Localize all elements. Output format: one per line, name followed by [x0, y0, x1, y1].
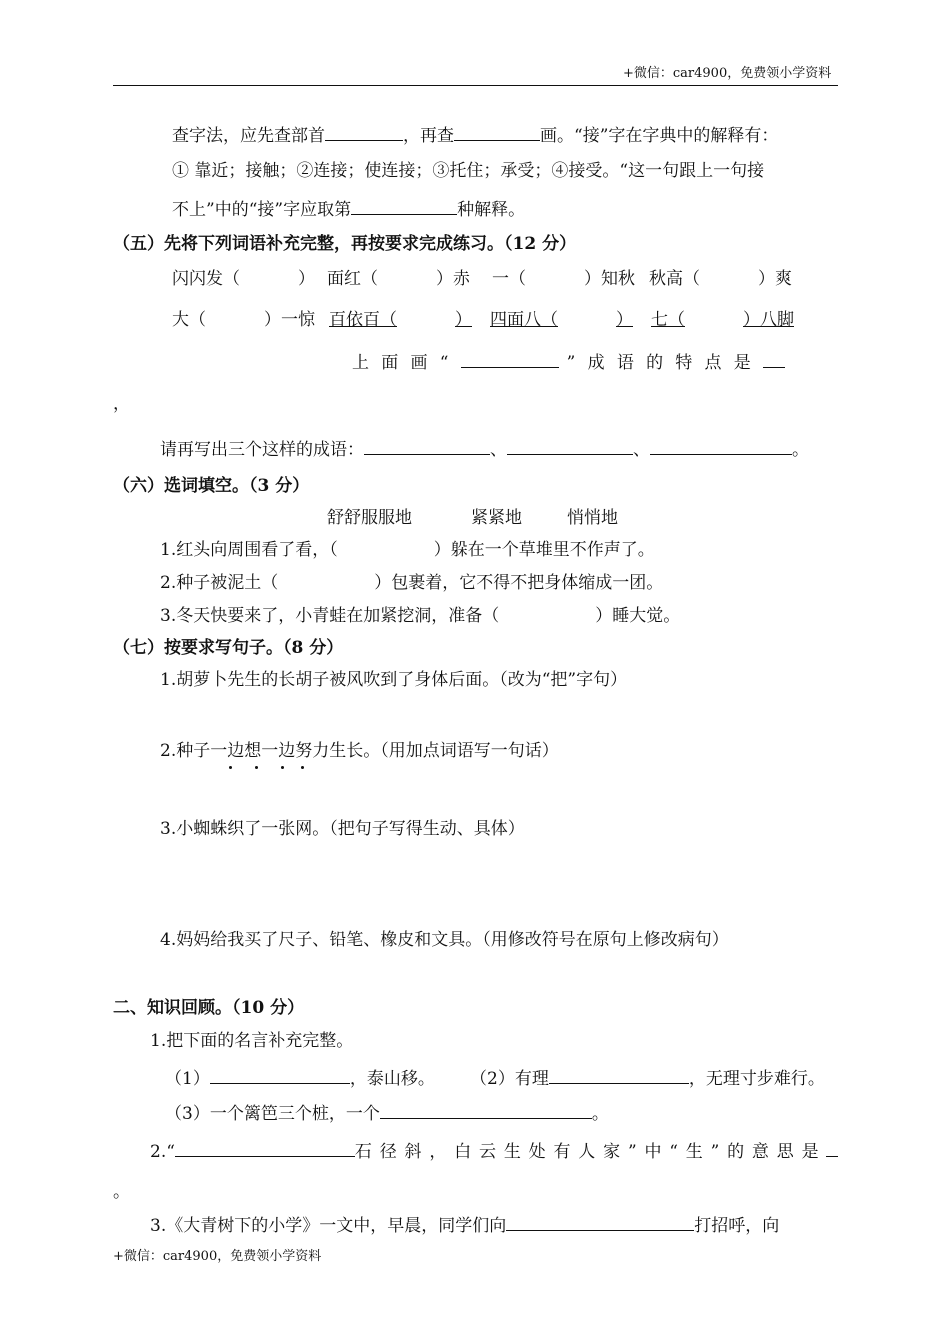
q4-text-e: 种解释。 — [457, 200, 526, 220]
idiom-5-start: 大（ — [172, 310, 206, 330]
q4-text-d: 不上”中的“接”字应取第 — [172, 200, 352, 220]
feature-comma: ， — [113, 394, 130, 414]
emphasis-dot — [301, 766, 304, 769]
idiom-1-start: 闪闪发（ — [172, 269, 240, 289]
idiom-8 — [651, 310, 794, 330]
emphasis-dot — [229, 766, 232, 769]
idiom-6-start: 百依百（ — [329, 310, 397, 330]
end-period: 。 — [792, 440, 809, 460]
idiom-answer-3[interactable] — [650, 437, 792, 455]
poem-text-b: 石径斜，白云生处有人家”中“生”的意思是 — [354, 1142, 827, 1162]
lesson-question — [150, 1213, 779, 1237]
sentence-task-3: 3.小蜘蛛织了一张网。（把句子写得生动、具体） — [160, 819, 525, 839]
q4-text-c: 画。“接”字在字典中的解释有： — [540, 126, 779, 146]
fill-3-text-b: ）睡大觉。 — [595, 606, 681, 626]
section-6-title: （六）选词填空。（3 分） — [113, 476, 310, 496]
sep-2: 、 — [633, 440, 650, 460]
idiom-answer-2[interactable] — [507, 437, 633, 455]
quote-2-text-b: ，无理寸步难行。 — [688, 1069, 825, 1089]
radical-blank[interactable] — [325, 123, 403, 141]
word-choice-3: 悄悄地 — [567, 508, 618, 528]
idiom-5-end: ）一惊 — [264, 310, 315, 330]
fill-question-3 — [160, 605, 680, 627]
footer-note: +微信：car4900，免费领小学资料 — [113, 1249, 322, 1264]
idiom-row-2 — [172, 309, 794, 331]
idiom-6 — [329, 310, 472, 330]
idiom-2-start: 面红（ — [327, 269, 378, 289]
header-note: +微信：car4900，免费领小学资料 — [623, 66, 832, 81]
word-choice-2: 紧紧地 — [471, 508, 522, 528]
sentence-task-4: 4.妈妈给我买了尺子、铅笔、橡皮和文具。（用修改符号在原句上修改病句） — [160, 930, 729, 950]
word-choice-1: 舒舒服服地 — [327, 508, 412, 528]
fill-3-text-a: 3.冬天快要来了，小青蛙在加紧挖洞，准备（ — [160, 606, 500, 626]
section-7-title: （七）按要求写句子。（8 分） — [113, 638, 344, 658]
header-rule — [113, 85, 838, 86]
idiom-4-start: 秋高（ — [649, 269, 700, 289]
section-5-title: （五）先将下列词语补充完整，再按要求完成练习。（12 分） — [113, 234, 577, 254]
q4-line-2: ① 靠近；接触；②连接；使连接；③托住；承受；④接受。“这一句跟上一句接 — [172, 161, 765, 181]
poem-end-period: 。 — [113, 1182, 130, 1202]
q4-text-a: 查字法，应先查部首 — [172, 126, 325, 146]
idiom-7-end: ） — [616, 310, 633, 330]
fill-2-text-b: ）包裹着，它不得不把身体缩成一团。 — [374, 573, 664, 593]
sep-1: 、 — [490, 440, 507, 460]
idiom-row-1 — [172, 268, 792, 290]
idiom-7-start: 四面八（ — [490, 310, 558, 330]
poem-text-a: 2.“ — [150, 1142, 175, 1162]
fill-1-text-a: 1.红头向周围看了看，（ — [160, 540, 338, 560]
quote-1-blank[interactable] — [210, 1066, 350, 1084]
emphasis-dot — [281, 766, 284, 769]
quote-1-text-a: （1） — [165, 1069, 210, 1089]
fill-question-1 — [160, 539, 655, 561]
q4-line-1 — [172, 123, 778, 147]
idiom-feature-blank[interactable] — [763, 350, 785, 368]
q4-text-b: ，再查 — [403, 126, 454, 146]
idiom-4-end: ）爽 — [758, 269, 792, 289]
quote-3-text-a: （3）一个篱笆三个桩，一个 — [165, 1104, 380, 1124]
quote-task: 1.把下面的名言补充完整。 — [150, 1031, 354, 1051]
meaning-number-blank[interactable] — [351, 197, 457, 215]
idiom-1-end: ） — [298, 269, 315, 289]
quote-2-blank[interactable] — [549, 1066, 689, 1084]
fill-1-text-b: ）躲在一个草堆里不作声了。 — [433, 540, 655, 560]
idiom-7 — [490, 310, 633, 330]
greeting-blank[interactable] — [506, 1213, 694, 1231]
quote-3 — [165, 1101, 609, 1125]
quote-3-text-b: 。 — [591, 1104, 609, 1124]
sentence-task-1: 1.胡萝卜先生的长胡子被风吹到了身体后面。（改为“把”字句） — [160, 670, 628, 690]
lesson-text-b: 打招呼，向 — [694, 1216, 780, 1236]
quote-2 — [470, 1066, 825, 1090]
quote-3-blank[interactable] — [380, 1101, 592, 1119]
idiom-2-end: ）赤 — [436, 269, 470, 289]
idiom-3-start: 一（ — [492, 269, 526, 289]
quote-2-text-a: （2）有理 — [470, 1069, 549, 1089]
strokes-blank[interactable] — [454, 123, 540, 141]
idiom-feature-line — [352, 350, 785, 374]
sheng-meaning-blank[interactable] — [826, 1139, 838, 1157]
idiom-write-line — [160, 437, 809, 461]
q4-line-3 — [172, 197, 525, 221]
idiom-8-start: 七（ — [651, 310, 685, 330]
idiom-3-end: ）知秋 — [584, 269, 635, 289]
part-2-title: 二、知识回顾。（10 分） — [113, 998, 305, 1018]
quote-1 — [165, 1066, 435, 1090]
poem-question — [150, 1139, 838, 1163]
feature-text-a: 上面画“ — [352, 353, 461, 373]
poem-line-blank[interactable] — [175, 1139, 355, 1157]
sentence-task-2: 2.种子一边想一边努力生长。（用加点词语写一句话） — [160, 741, 559, 761]
lesson-text-a: 3.《大青树下的小学》一文中，早晨，同学们向 — [150, 1216, 507, 1236]
feature-text-b: ”成语的特点是 — [566, 353, 764, 373]
idiom-6-end: ） — [455, 310, 472, 330]
emphasis-dot — [255, 766, 258, 769]
idiom-answer-1[interactable] — [364, 437, 490, 455]
idiom-8-end: ）八脚 — [743, 310, 794, 330]
idiom-feature-label-blank[interactable] — [461, 350, 559, 368]
quote-1-text-b: ，泰山移。 — [349, 1069, 435, 1089]
fill-2-text-a: 2.种子被泥土（ — [160, 573, 279, 593]
write-idioms-text: 请再写出三个这样的成语： — [160, 440, 364, 460]
fill-question-2 — [160, 572, 663, 594]
